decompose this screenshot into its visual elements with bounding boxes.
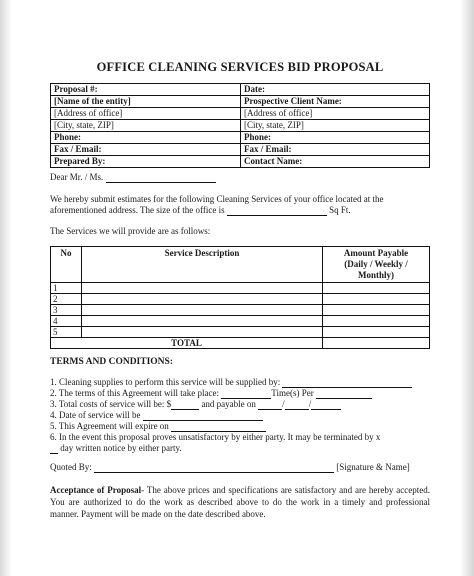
- service-amount-cell[interactable]: [323, 316, 430, 327]
- acceptance-label: Acceptance of Proposal: [50, 485, 142, 495]
- service-description-cell[interactable]: [82, 305, 323, 316]
- term-2: [50, 388, 372, 399]
- col-header-amount-line2: (Daily / Weekly /: [344, 259, 408, 269]
- signature-field[interactable]: [94, 463, 334, 473]
- date-separator-2: /: [308, 399, 312, 409]
- service-date-field[interactable]: [143, 411, 263, 421]
- col-header-amount-line3: Monthly): [358, 270, 394, 280]
- service-row-number: 4: [51, 316, 82, 327]
- supplies-by-field[interactable]: [282, 378, 412, 388]
- term-2-text: 2. The terms of this Agreement will take place:: [50, 388, 220, 398]
- info-row: [51, 156, 430, 168]
- term-6-text: 6. In the event this proposal proves unsatisfactory by either party. It may be terminated by: [50, 432, 374, 442]
- service-row: [51, 327, 430, 338]
- service-row-number: 5: [51, 327, 82, 338]
- document-title: OFFICE CLEANING SERVICES BID PROPOSAL: [96, 60, 384, 74]
- service-amount-cell[interactable]: [323, 305, 430, 316]
- info-right-cell[interactable]: [City, state, ZIP]: [241, 120, 430, 132]
- term-2-times-per: Time(s) Per: [271, 388, 314, 398]
- col-header-amount: [323, 247, 430, 283]
- info-left-cell[interactable]: Prepared By:: [51, 156, 241, 168]
- service-row: [51, 283, 430, 294]
- service-row: [51, 305, 430, 316]
- payable-day-field[interactable]: [285, 400, 309, 410]
- term-3-payable-on: and payable on: [201, 399, 256, 409]
- service-row: [51, 316, 430, 327]
- info-row: [51, 132, 430, 144]
- term-5: [50, 421, 266, 432]
- info-right-cell[interactable]: Prospective Client Name:: [241, 96, 430, 108]
- info-row: [51, 108, 430, 120]
- signature-name-label: [Signature & Name]: [336, 462, 410, 472]
- expiry-date-field[interactable]: [171, 422, 266, 432]
- total-amount-cell[interactable]: [323, 338, 430, 349]
- total-label: TOTAL: [51, 338, 323, 349]
- service-row-number: 2: [51, 294, 82, 305]
- salutation-text: Dear Mr. / Ms.: [50, 172, 104, 182]
- document-page: [50, 0, 430, 576]
- info-left-cell[interactable]: [Address of office]: [51, 108, 241, 120]
- term-4: [50, 410, 263, 421]
- term-3: [50, 399, 341, 410]
- service-description-cell[interactable]: [82, 327, 323, 338]
- info-right-cell[interactable]: Phone:: [241, 132, 430, 144]
- page-shadow-left: [0, 0, 12, 576]
- acceptance-paragraph: [50, 484, 430, 520]
- info-right-cell[interactable]: Contact Name:: [241, 156, 430, 168]
- info-row: [51, 96, 430, 108]
- payable-month-field[interactable]: [258, 400, 282, 410]
- salutation-line: [50, 172, 216, 183]
- service-description-cell[interactable]: [82, 294, 323, 305]
- term-6-x: x: [375, 432, 381, 442]
- services-intro: The Services we will provide are as follows:: [50, 226, 211, 236]
- info-left-cell[interactable]: [Name of the entity]: [51, 96, 241, 108]
- acceptance-text: - The above prices and specifications are satisfactory and are hereby accepted. You are authorized to do the work as described above to do the work in a timely and professional manner. Payment will be made on the date described above.: [50, 485, 430, 519]
- proposal-info-table: [50, 83, 430, 168]
- info-row: [51, 84, 430, 96]
- terms-heading: TERMS AND CONDITIONS:: [50, 357, 173, 367]
- info-left-cell[interactable]: [City, state, ZIP]: [51, 120, 241, 132]
- term-5-text: 5. This Agreement will expire on: [50, 421, 169, 431]
- recipient-name-field[interactable]: [106, 173, 216, 183]
- info-row: [51, 144, 430, 156]
- col-header-no: No: [51, 247, 82, 283]
- intro-line-2: [50, 205, 351, 216]
- service-row-number: 1: [51, 283, 82, 294]
- info-right-cell[interactable]: Date:: [241, 84, 430, 96]
- frequency-period-field[interactable]: [316, 389, 372, 399]
- service-row-number: 3: [51, 305, 82, 316]
- service-amount-cell[interactable]: [323, 283, 430, 294]
- col-header-amount-line1: Amount Payable: [343, 248, 409, 258]
- term-6-cont-text: day written notice by either party.: [60, 443, 182, 453]
- info-left-cell[interactable]: Fax / Email:: [51, 144, 241, 156]
- office-size-field[interactable]: [227, 206, 327, 216]
- info-right-cell[interactable]: Fax / Email:: [241, 144, 430, 156]
- info-right-cell[interactable]: [Address of office]: [241, 108, 430, 120]
- info-left-cell[interactable]: Proposal #:: [51, 84, 241, 96]
- service-description-cell[interactable]: [82, 316, 323, 327]
- info-row: [51, 120, 430, 132]
- page-shadow-right: [460, 0, 474, 576]
- intro-line-2-text: aforementioned address. The size of the office is: [50, 205, 225, 215]
- term-1-text: 1. Cleaning supplies to perform this service will be supplied by:: [50, 377, 281, 387]
- sqft-unit: Sq Ft.: [329, 205, 351, 215]
- term-3-text: 3. Total costs of service will be: $: [50, 399, 172, 409]
- total-cost-field[interactable]: [171, 400, 199, 410]
- service-description-cell[interactable]: [82, 283, 323, 294]
- payable-year-field[interactable]: [308, 399, 341, 410]
- term-4-text: 4. Date of service will be: [50, 410, 141, 420]
- service-row: [51, 294, 430, 305]
- total-row: [51, 338, 430, 349]
- quoted-by-line: [50, 462, 410, 473]
- date-separator-1: /: [282, 399, 285, 409]
- term-6-cont: [50, 443, 182, 454]
- term-1: [50, 377, 412, 388]
- quoted-by-label: Quoted By:: [50, 462, 92, 472]
- col-header-description: Service Description: [82, 247, 323, 283]
- service-table: [50, 246, 430, 349]
- term-6: [50, 432, 380, 443]
- service-amount-cell[interactable]: [323, 327, 430, 338]
- frequency-count-field[interactable]: [221, 389, 271, 399]
- intro-line-1: We hereby submit estimates for the following Cleaning Services of your office located at the: [50, 194, 384, 204]
- info-left-cell[interactable]: Phone:: [51, 132, 241, 144]
- notice-days-field[interactable]: [50, 444, 58, 454]
- service-amount-cell[interactable]: [323, 294, 430, 305]
